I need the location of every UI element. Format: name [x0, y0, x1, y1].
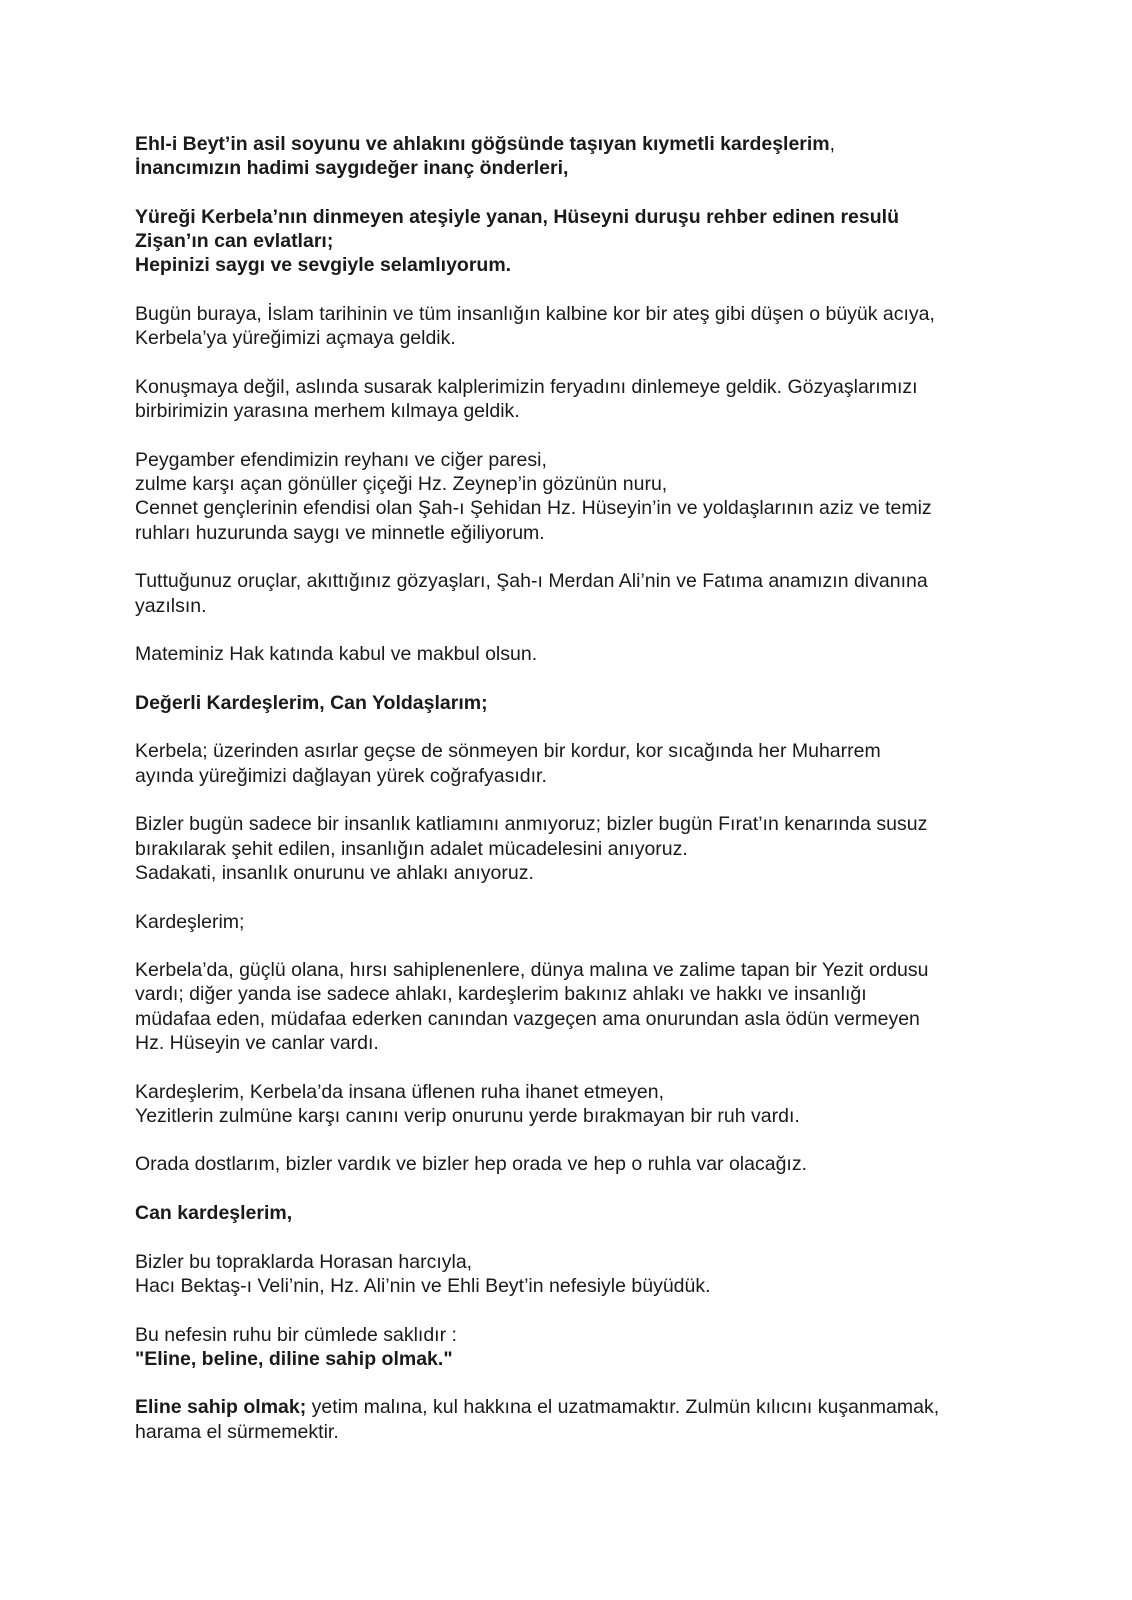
paragraph-11-line-1: Kerbela’da, güçlü olana, hırsı sahiplenenlere, dünya malına ve zalime tapan bir Yezit ordusu — [135, 959, 929, 982]
salutation-line-1: Yüreği Kerbela’nın dinmeyen ateşiyle yanan, Hüseyni duruşu rehber edinen resulü — [135, 205, 899, 228]
quote-line: "Eline, beline, diline sahip olmak." — [135, 1347, 453, 1370]
paragraph-14-line-1: Bizler bu topraklarda Horasan harcıyla, — [135, 1250, 473, 1273]
paragraph-16-line-2: harama el sürmemektir. — [135, 1420, 339, 1443]
paragraph-12-line-1: Kardeşlerim, Kerbela’da insana üflenen ruha ihanet etmeyen, — [135, 1080, 664, 1103]
paragraph-6 — [135, 569, 1015, 618]
paragraph-16-line-1-rest: yetim malına, kul hakkına el uzatmamaktır. Zulmün kılıcını kuşanmamak, — [306, 1396, 940, 1419]
paragraph-8 — [135, 739, 1015, 788]
paragraph-3-line-1: Bugün buraya, İslam tarihinin ve tüm insanlığın kalbine kor bir ateş gibi düşen o büyük acıya, — [135, 303, 935, 326]
paragraph-16 — [135, 1395, 1015, 1444]
salutation-paragraph — [135, 205, 1015, 278]
paragraph-5-line-2: zulme karşı açan gönüller çiçeği Hz. Zeynep’in gözünün nuru, — [135, 473, 668, 496]
paragraph-4-line-2: birbirimizin yarasına merhem kılmaya geldik. — [135, 400, 520, 423]
paragraph-9-line-2: bırakılarak şehit edilen, insanlığın adalet mücadelesini anıyoruz. — [135, 837, 688, 860]
speech-text — [135, 132, 1015, 1468]
paragraph-7-line-1: Mateminiz Hak katında kabul ve makbul olsun. — [135, 643, 538, 666]
paragraph-12-line-2: Yezitlerin zulmüne karşı canını verip onurunu yerde bırakmayan bir ruh vardı. — [135, 1104, 800, 1127]
paragraph-7 — [135, 642, 1015, 666]
paragraph-5-line-3: Cennet gençlerinin efendisi olan Şah-ı Şehidan Hz. Hüseyin’in ve yoldaşlarının aziz ve temiz — [135, 497, 932, 520]
salutation-line-3: Hepinizi saygı ve sevgiyle selamlıyorum. — [135, 254, 512, 277]
paragraph-11-line-4: Hz. Hüseyin ve canlar vardı. — [135, 1031, 379, 1054]
paragraph-5-line-1: Peygamber efendimizin reyhanı ve ciğer paresi, — [135, 448, 547, 471]
paragraph-6-line-2: yazılsın. — [135, 594, 207, 617]
paragraph-9 — [135, 812, 1015, 885]
section-heading-1 — [135, 691, 1015, 715]
paragraph-12 — [135, 1080, 1015, 1129]
greeting-line-2: İnancımızın hadimi saygıdeğer inanç önderleri, — [135, 157, 569, 180]
paragraph-8-line-1: Kerbela; üzerinden asırlar geçse de sönmeyen bir kordur, kor sıcağında her Muharrem — [135, 740, 881, 763]
section-heading-1-text: Değerli Kardeşlerim, Can Yoldaşlarım; — [135, 691, 488, 714]
paragraph-4 — [135, 375, 1015, 424]
section-heading-2 — [135, 1201, 1015, 1225]
paragraph-11-line-3: müdafaa eden, müdafaa ederken canından vazgeçen ama onurundan asla ödün vermeyen — [135, 1007, 920, 1030]
greeting-line-1 — [135, 132, 1015, 156]
section-heading-2-text: Can kardeşlerim, — [135, 1202, 293, 1225]
greeting-paragraph — [135, 132, 1015, 181]
paragraph-3 — [135, 302, 1015, 351]
paragraph-16-line-1 — [135, 1395, 1015, 1419]
paragraph-15-line-1: Bu nefesin ruhu bir cümlede saklıdır : — [135, 1323, 457, 1346]
paragraph-13-line-1: Orada dostlarım, bizler vardık ve bizler hep orada ve hep o ruhla var olacağız. — [135, 1153, 808, 1176]
paragraph-13 — [135, 1152, 1015, 1176]
paragraph-11 — [135, 958, 1015, 1055]
paragraph-9-line-1: Bizler bugün sadece bir insanlık katliamını anmıyoruz; bizler bugün Fırat’ın kenarında susuz — [135, 813, 928, 836]
paragraph-10 — [135, 910, 1015, 934]
paragraph-14 — [135, 1250, 1015, 1299]
paragraph-14-line-2: Hacı Bektaş-ı Veli’nin, Hz. Ali’nin ve Ehli Beyt’in nefesiyle büyüdük. — [135, 1274, 711, 1297]
paragraph-3-line-2: Kerbela’ya yüreğimizi açmaya geldik. — [135, 327, 456, 350]
paragraph-5 — [135, 448, 1015, 545]
paragraph-16-lead-bold: Eline sahip olmak; — [135, 1396, 307, 1419]
paragraph-6-line-1: Tuttuğunuz oruçlar, akıttığınız gözyaşları, Şah-ı Merdan Ali’nin ve Fatıma anamızın divanına — [135, 570, 928, 593]
paragraph-15 — [135, 1323, 1015, 1372]
salutation-line-2: Zişan’ın can evlatları; — [135, 230, 334, 253]
paragraph-8-line-2: ayında yüreğimizi dağlayan yürek coğrafyasıdır. — [135, 764, 547, 787]
paragraph-11-line-2: vardı; diğer yanda ise sadece ahlakı, kardeşlerim bakınız ahlakı ve hakkı ve insanlığı — [135, 983, 867, 1006]
paragraph-4-line-1: Konuşmaya değil, aslında susarak kalplerimizin feryadını dinlemeye geldik. Gözyaşlarımızı — [135, 375, 918, 398]
paragraph-9-line-3: Sadakati, insanlık onurunu ve ahlakı anıyoruz. — [135, 861, 534, 884]
paragraph-5-line-4: ruhları huzurunda saygı ve minnetle eğiliyorum. — [135, 521, 545, 544]
paragraph-10-line-1: Kardeşlerim; — [135, 910, 245, 933]
greeting-line-1-bold: Ehl-i Beyt’in asil soyunu ve ahlakını göğsünde taşıyan kıymetli kardeşlerim — [135, 133, 830, 155]
greeting-line-1-comma: , — [829, 133, 836, 155]
